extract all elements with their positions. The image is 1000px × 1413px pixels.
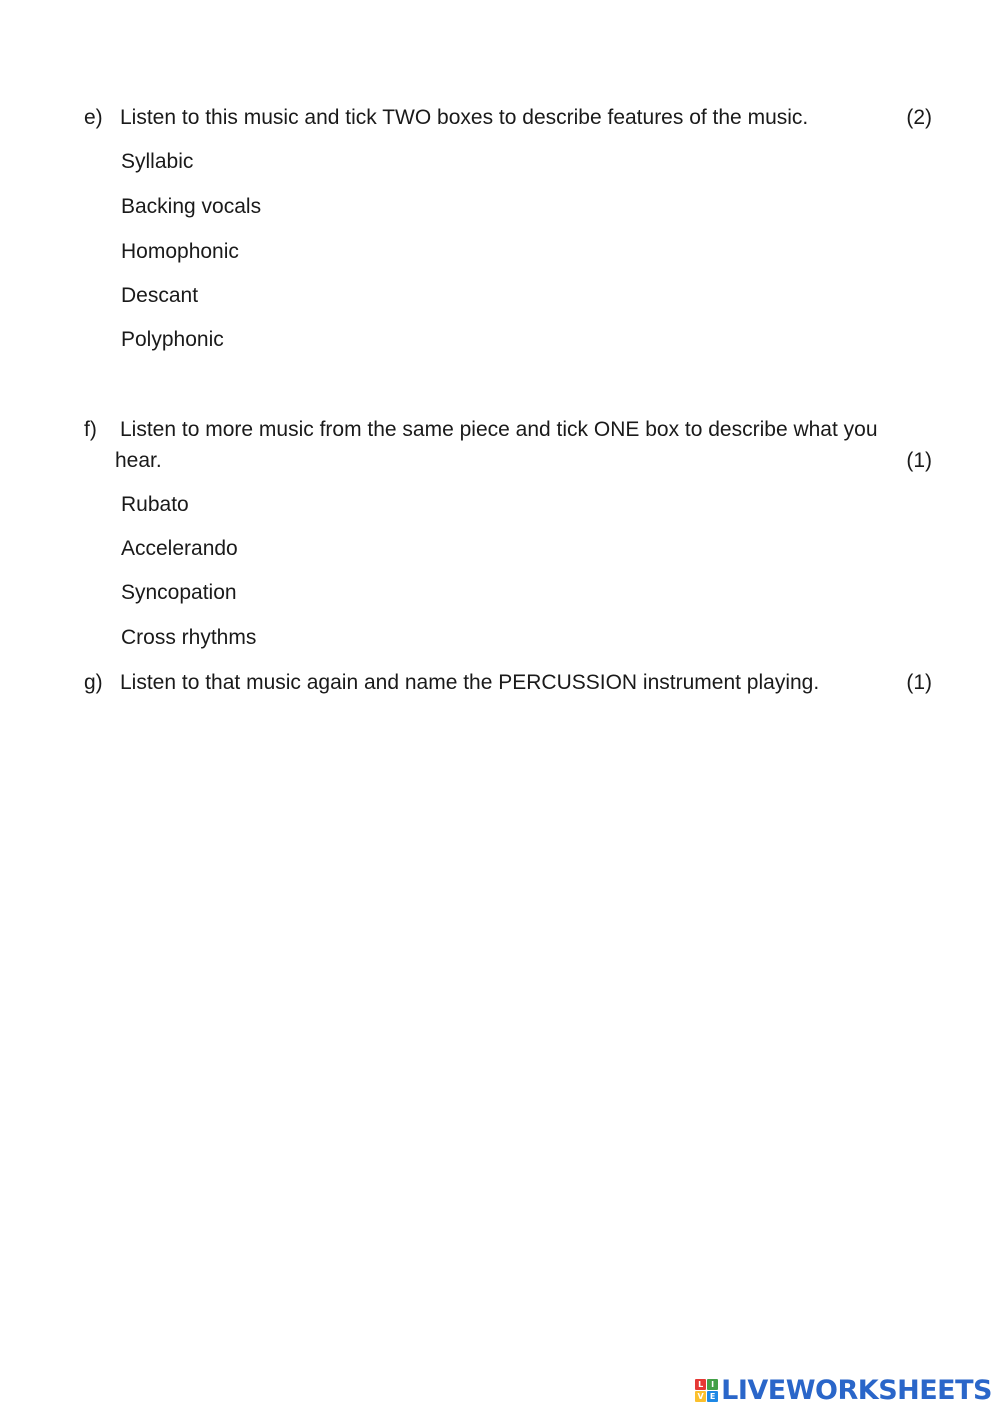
option-cross-rhythms[interactable]: Cross rhythms xyxy=(121,626,257,649)
option-polyphonic[interactable]: Polyphonic xyxy=(121,328,224,351)
question-f-text-line2: hear. xyxy=(115,449,162,472)
logo-badge-letter: I xyxy=(707,1379,718,1390)
question-g-marks: (1) xyxy=(906,671,932,694)
question-f-letter: f) xyxy=(84,418,97,441)
question-f-marks: (1) xyxy=(906,449,932,472)
logo-badge-letter: V xyxy=(695,1391,706,1402)
question-e-letter: e) xyxy=(84,106,103,129)
question-g-text: Listen to that music again and name the PERCUSSION instrument playing. xyxy=(120,671,820,694)
question-e-text: Listen to this music and tick TWO boxes to describe features of the music. xyxy=(120,106,809,129)
logo-badge-letter: E xyxy=(707,1391,718,1402)
liveworksheets-logo xyxy=(695,1373,992,1407)
option-syncopation[interactable]: Syncopation xyxy=(121,581,237,604)
question-f-text-line1: Listen to more music from the same piece and tick ONE box to describe what you xyxy=(120,418,878,441)
question-e-marks: (2) xyxy=(906,106,932,129)
logo-text: LIVEWORKSHEETS xyxy=(721,1374,992,1406)
option-homophonic[interactable]: Homophonic xyxy=(121,240,239,263)
question-g-letter: g) xyxy=(84,671,103,694)
option-accelerando[interactable]: Accelerando xyxy=(121,537,238,560)
logo-badge-letter: L xyxy=(695,1379,706,1390)
option-rubato[interactable]: Rubato xyxy=(121,493,189,516)
option-backing-vocals[interactable]: Backing vocals xyxy=(121,195,262,218)
option-syllabic[interactable]: Syllabic xyxy=(121,150,194,173)
option-descant[interactable]: Descant xyxy=(121,284,199,307)
logo-badge-icon xyxy=(695,1379,718,1402)
